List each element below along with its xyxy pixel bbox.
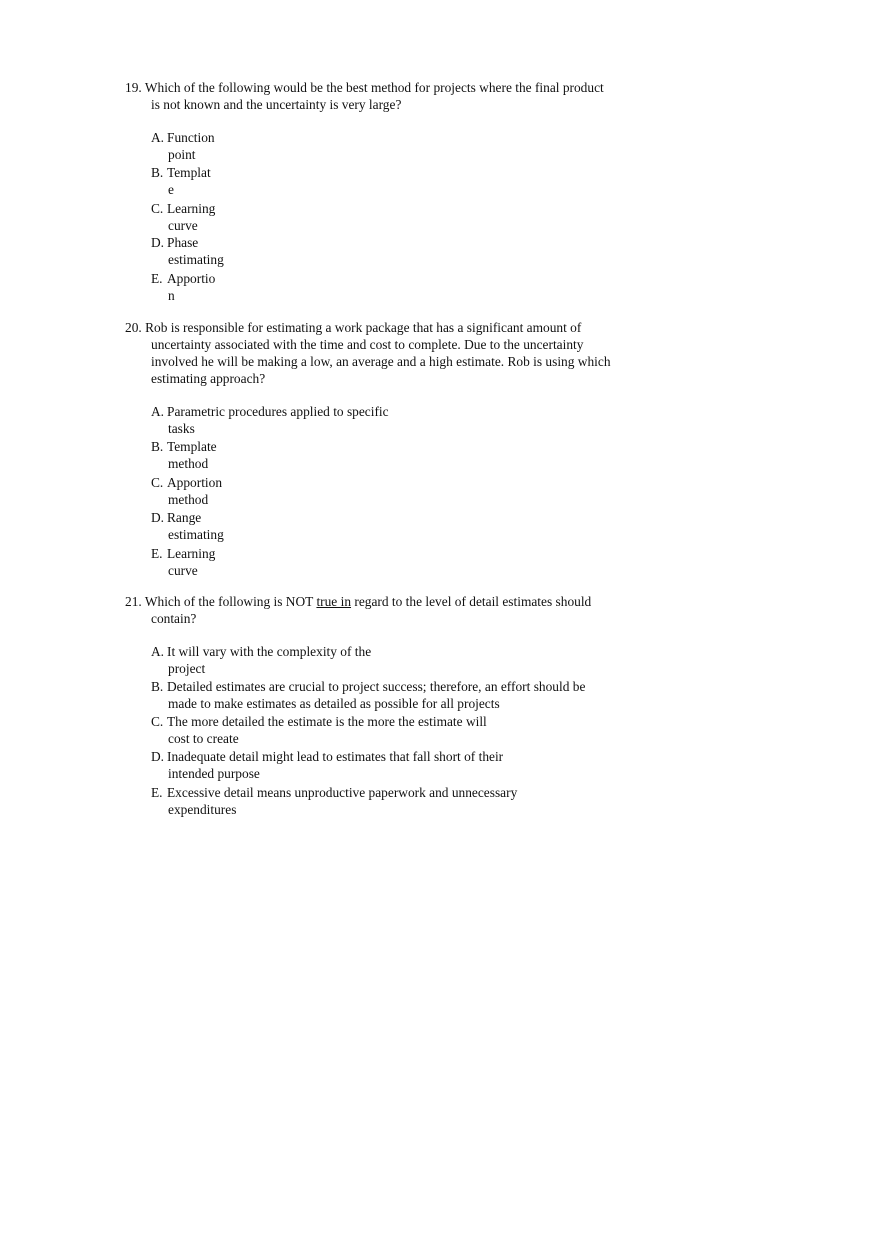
option-b[interactable]: B. Detailed estimates are crucial to project success; therefore, an effort should be made to make estimates as detailed as possible for all projects xyxy=(151,679,586,711)
option-e[interactable]: E. Learning curve xyxy=(151,546,216,578)
option-b[interactable]: B. Template method xyxy=(151,439,217,471)
option-d[interactable]: D. Inadequate detail might lead to estimates that fall short of their intended purpose xyxy=(151,749,504,781)
option-e[interactable]: E. Apportio n xyxy=(151,271,216,303)
question-number: 20. xyxy=(125,320,142,335)
question-20 xyxy=(125,319,611,387)
option-d[interactable]: D. Phase estimating xyxy=(151,235,224,267)
option-c[interactable]: C. Apportion method xyxy=(151,475,223,507)
option-d[interactable]: D. Range estimating xyxy=(151,510,224,542)
question-19 xyxy=(125,79,604,113)
option-a[interactable]: A. Function point xyxy=(151,130,215,162)
underlined-phrase: true in xyxy=(316,594,352,609)
option-c[interactable]: C. The more detailed the estimate is the more the estimate will cost to create xyxy=(151,714,487,746)
option-e[interactable]: E. Excessive detail means unproductive paperwork and unnecessary expenditures xyxy=(151,785,518,817)
option-a[interactable]: A. It will vary with the complexity of the project xyxy=(151,644,372,676)
question-number: 21. xyxy=(125,594,142,609)
question-20-text: 20. Rob is responsible for estimating a work package that has a significant amount of uncertainty associated with the time and cost to complete. Due to the uncertainty involved he will be making a low, an average and a high estimate. Rob is using which estimating approach? xyxy=(125,320,611,386)
option-a[interactable]: A. Parametric procedures applied to specific tasks xyxy=(151,404,389,436)
option-c[interactable]: C. Learning curve xyxy=(151,201,216,233)
question-19-text: 19. Which of the following would be the best method for projects where the final product is not known and the uncertainty is very large? xyxy=(125,80,604,112)
question-21 xyxy=(125,593,591,627)
option-b[interactable]: B. Templat e xyxy=(151,165,211,197)
question-21-text: 21. Which of the following is NOT true in regard to the level of detail estimates should contain? xyxy=(125,594,592,626)
question-number: 19. xyxy=(125,80,142,95)
